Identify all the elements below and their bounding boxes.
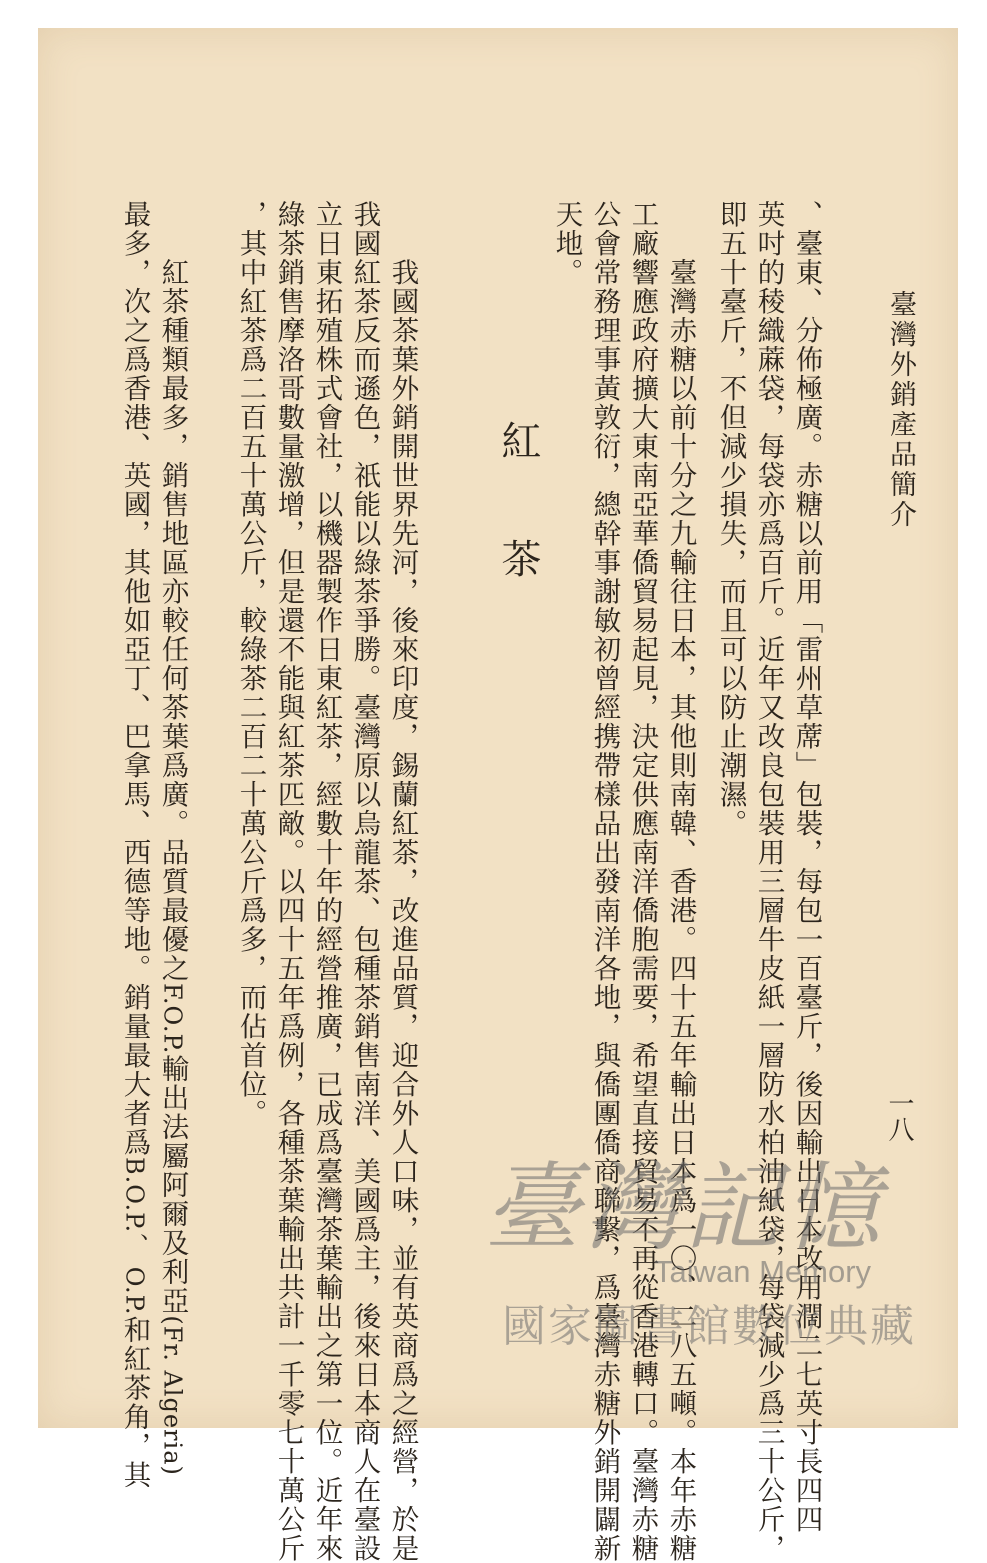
text-column: 立日東拓殖株式會社，以機器製作日東紅茶，經數十年的經營推廣，已成爲臺灣茶葉輸出之第一位。近年來 bbox=[310, 200, 343, 1563]
text-column: 即五十臺斤，不但減少損失，而且可以防止潮濕。 bbox=[714, 200, 747, 838]
running-header-title: 臺灣外銷產品簡介 bbox=[885, 290, 916, 530]
page-number: 一八 bbox=[884, 1090, 914, 1142]
text-run: 和紅茶角，其 bbox=[118, 1315, 151, 1490]
watermark-institution: 國家圖書館數位典藏 bbox=[502, 1301, 916, 1352]
text-run: 輸出法屬阿爾及利亞 bbox=[156, 1054, 189, 1316]
text-column: 天地。 bbox=[550, 200, 583, 287]
text-column: 臺灣赤糖以前十分之九輸往日本，其他則南韓、香港。四十五年輸出日本爲一〇、二八五噸。本年赤糖 bbox=[664, 258, 697, 1563]
text-column: 、臺東、分佈極廣。赤糖以前用「雷州草蓆」包裝，每包一百臺斤，後因輸出日本改用濶二七英寸長四四 bbox=[790, 200, 823, 1534]
text-run: 最多，次之爲香港、英國，其他如亞丁、巴拿馬、西德等地。銷量最大者爲 bbox=[118, 200, 151, 1157]
section-heading: 紅茶 bbox=[495, 420, 541, 656]
watermark-brand-en: Taiwan Memory bbox=[654, 1254, 872, 1289]
text-column: ，其中紅茶爲二百五十萬公斤，較綠茶二百二十萬公斤爲多，而佔首位。 bbox=[234, 200, 267, 1128]
watermark-brand-cn: 臺灣記憶 bbox=[484, 1152, 884, 1264]
latin-text: B.O.P.、 O.P. bbox=[120, 1157, 149, 1316]
latin-text: (Fr. Algeria) bbox=[158, 1315, 187, 1476]
text-column: 工廠響應政府擴大東南亞華僑貿易起見，決定供應南洋僑胞需要，希望直接貿易不再從香港轉口。臺灣赤糖 bbox=[626, 200, 659, 1563]
text-column: 英吋的稜織蔴袋，每袋亦爲百斤。近年又改良包裝用三層牛皮紙一層防水柏油紙袋，每袋減少爲三十公斤， bbox=[752, 200, 785, 1563]
text-column: 綠茶銷售摩洛哥數量激增，但是還不能與紅茶匹敵。以四十五年爲例，各種茶葉輸出共計一千零七十萬公斤 bbox=[272, 200, 305, 1563]
text-column: 公會常務理事黃敦衍，總幹事謝敏初曾經携帶樣品出發南洋各地，與僑團僑商聯繫，爲臺灣赤糖外銷開闢新 bbox=[588, 200, 621, 1563]
text-column: 我國紅茶反而遜色，祇能以綠茶爭勝。臺灣原以烏龍茶、包種茶銷售南洋、美國爲主，後來日本商人在臺設 bbox=[348, 200, 381, 1563]
text-column: 我國茶葉外銷開世界先河，後來印度，錫蘭紅茶，改進品質，迎合外人口味，並有英商爲之經營，於是 bbox=[386, 258, 419, 1563]
latin-text: F.O.P. bbox=[158, 983, 187, 1055]
text-run: 紅茶種類最多，銷售地區亦較任何茶葉爲廣。品質最優之 bbox=[156, 258, 189, 983]
text-column bbox=[156, 258, 189, 1476]
book-page bbox=[38, 28, 958, 1563]
watermark-logo bbox=[484, 1132, 964, 1352]
text-column bbox=[118, 200, 151, 1490]
